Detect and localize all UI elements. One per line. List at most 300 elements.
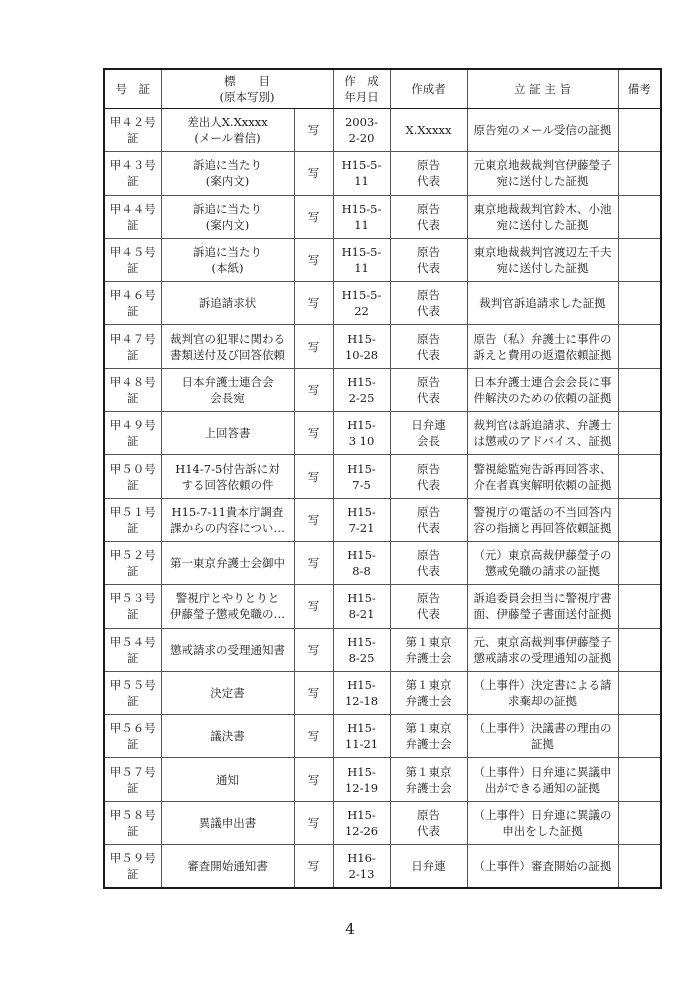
author-line2: 代表 (417, 304, 441, 319)
evidence-number (104, 541, 161, 584)
evidence-number-line2: 証 (127, 477, 139, 492)
proof-purpose-line2: 証拠 (531, 737, 555, 752)
copy-type: 写 (294, 541, 333, 584)
creation-date-line2: 12-19 (344, 780, 379, 795)
proof-purpose-line1: 東京地裁裁判官渡辺左千夫 (473, 245, 612, 260)
remarks (618, 801, 661, 844)
proof-purpose-line2: 宛に送付した証拠 (496, 217, 589, 232)
creation-date (333, 801, 390, 844)
remarks (618, 282, 661, 325)
table-row (104, 325, 661, 368)
evidence-title-line1: 懲戒請求の受理通知書 (170, 642, 285, 657)
copy-type: 写 (294, 758, 333, 801)
author-line1: 第１東京 (405, 721, 452, 736)
table-row (104, 195, 661, 238)
author-line1: 原告 (417, 461, 441, 476)
proof-purpose (467, 498, 618, 541)
author-line1: 日弁連 (411, 418, 446, 433)
table-row (104, 498, 661, 541)
evidence-title (161, 715, 294, 758)
evidence-title-line1: 訴追に当たり (193, 158, 262, 173)
creation-date-line1: H15- (347, 331, 376, 346)
copy-type: 写 (294, 801, 333, 844)
evidence-title-line2: 課からの内容につい… (170, 520, 285, 535)
evidence-title-line1: 訴追に当たり (193, 201, 262, 216)
proof-purpose-line2: 宛に送付した証拠 (496, 174, 589, 189)
author (390, 671, 467, 714)
author-line2: 代表 (417, 607, 441, 622)
copy-type: 写 (294, 238, 333, 281)
creation-date (333, 758, 390, 801)
creation-date-line2: 12-18 (344, 694, 379, 708)
evidence-title-line1: H14-7-5付告訴に対 (175, 461, 280, 476)
evidence-title-line1: 異議申出書 (198, 815, 257, 830)
copy-type: 写 (294, 412, 333, 455)
evidence-number-line1: 甲５２号 (109, 548, 156, 563)
remarks (618, 715, 661, 758)
evidence-number-line1: 甲５４号 (109, 634, 156, 649)
proof-purpose (467, 715, 618, 758)
author-line2: 弁護士会 (405, 737, 452, 752)
author (390, 455, 467, 498)
table-row (104, 671, 661, 714)
creation-date-line1: H15- (347, 721, 376, 736)
evidence-title (161, 628, 294, 671)
remarks (618, 628, 661, 671)
author-line2: 代表 (417, 217, 441, 232)
proof-purpose-line2: 申出をした証拠 (502, 823, 583, 838)
author (390, 195, 467, 238)
evidence-number-line2: 証 (127, 390, 139, 405)
evidence-title-line2: (本紙) (211, 261, 244, 276)
author-line1: 原告 (417, 201, 441, 216)
evidence-number (104, 628, 161, 671)
evidence-number-line1: 甲４９号 (109, 418, 156, 433)
evidence-number (104, 498, 161, 541)
evidence-number (104, 109, 161, 152)
header-remarks: 備考 (618, 69, 661, 109)
creation-date-line1: H15-5- (341, 158, 382, 173)
table-row (104, 238, 661, 281)
evidence-title-line1: 通知 (216, 772, 239, 787)
evidence-number (104, 758, 161, 801)
author (390, 801, 467, 844)
evidence-number-line2: 証 (127, 650, 139, 665)
creation-date (333, 109, 390, 152)
creation-date-line2: 2-25 (348, 390, 375, 405)
copy-type: 写 (294, 368, 333, 411)
table-row (104, 541, 661, 584)
proof-purpose (467, 671, 618, 714)
proof-purpose-line1: 警視庁の電話の不当回答内 (473, 504, 612, 519)
creation-date-line1: H15- (347, 461, 376, 476)
remarks (618, 238, 661, 281)
proof-purpose (467, 325, 618, 368)
creation-date (333, 325, 390, 368)
evidence-title-line2: する回答依頼の件 (181, 477, 274, 492)
header-author: 作成者 (390, 69, 467, 109)
copy-type: 写 (294, 845, 333, 889)
evidence-title (161, 325, 294, 368)
table-row (104, 628, 661, 671)
author-line1: 原告 (417, 288, 441, 303)
evidence-number (104, 585, 161, 628)
creation-date-line2: 11 (354, 217, 369, 232)
remarks (618, 325, 661, 368)
author-line2: 代表 (417, 477, 441, 492)
table-row (104, 585, 661, 628)
copy-type: 写 (294, 498, 333, 541)
proof-purpose-line2: 件解決のための依頼の証拠 (473, 390, 612, 405)
evidence-title-line1: 議決書 (210, 729, 245, 744)
evidence-title (161, 758, 294, 801)
author-line1: 日弁連 (411, 859, 446, 874)
evidence-number-line2: 証 (127, 131, 139, 146)
table-row (104, 152, 661, 195)
author-line2: 代表 (417, 520, 441, 535)
proof-purpose (467, 585, 618, 628)
table-row (104, 412, 661, 455)
author (390, 541, 467, 584)
copy-type: 写 (294, 455, 333, 498)
evidence-number-line1: 甲４４号 (109, 201, 156, 216)
creation-date-line2: 10-28 (344, 347, 379, 362)
creation-date-line2: 7-21 (348, 520, 375, 535)
creation-date (333, 715, 390, 758)
proof-purpose-line2: 出ができる通知の証拠 (485, 780, 601, 795)
evidence-number (104, 455, 161, 498)
evidence-number (104, 801, 161, 844)
author-line1: 第１東京 (405, 678, 452, 692)
proof-purpose-line2: 懲戒請求の受理通知の証拠 (473, 650, 612, 665)
evidence-title-line2: (案内文) (205, 174, 250, 189)
creation-date-line1: H15-5- (341, 201, 382, 216)
author-line2: 会長 (417, 434, 441, 449)
author-line2: 代表 (417, 390, 441, 405)
proof-purpose (467, 195, 618, 238)
evidence-number (104, 368, 161, 411)
proof-purpose (467, 282, 618, 325)
proof-purpose-line1: 元、東京高裁判事伊藤瑩子 (473, 634, 612, 649)
creation-date-line1: H15- (347, 418, 376, 433)
evidence-number (104, 195, 161, 238)
evidence-number (104, 152, 161, 195)
creation-date-line2: 2-20 (348, 131, 375, 146)
proof-purpose (467, 412, 618, 455)
creation-date-line1: H15- (347, 548, 376, 563)
remarks (618, 541, 661, 584)
copy-type: 写 (294, 671, 333, 714)
copy-type: 写 (294, 282, 333, 325)
proof-purpose-line1: 元東京地裁裁判官伊藤瑩子 (473, 158, 612, 173)
evidence-number-line2: 証 (127, 867, 139, 882)
evidence-number-line1: 甲５７号 (109, 764, 156, 779)
header-title-line2: (原本写別) (219, 90, 275, 104)
creation-date-line1: H15- (347, 807, 376, 822)
evidence-number-line2: 証 (127, 217, 139, 232)
author-line2: 弁護士会 (405, 694, 452, 708)
proof-purpose-line2: は懲戒のアドバイス、証拠 (473, 434, 612, 449)
author-line1: 原告 (417, 504, 441, 519)
proof-purpose-line1: 裁判官は訴追請求、弁護士 (473, 418, 612, 433)
creation-date-line2: 3 10 (348, 434, 375, 449)
header-date (333, 69, 390, 109)
proof-purpose (467, 455, 618, 498)
proof-purpose-line1: 東京地裁裁判官鈴木、小池 (473, 201, 612, 216)
author-line1: 原告 (417, 374, 441, 389)
remarks (618, 845, 661, 889)
proof-purpose-line2: 求棄却の証拠 (508, 694, 578, 708)
evidence-title (161, 152, 294, 195)
table-row (104, 109, 661, 152)
evidence-number-line1: 甲５０号 (109, 461, 156, 476)
author (390, 282, 467, 325)
author (390, 758, 467, 801)
evidence-title (161, 412, 294, 455)
header-date-line2: 年月日 (344, 90, 379, 104)
proof-purpose-line2: 介在者真実解明依頼の証拠 (473, 477, 612, 492)
evidence-number (104, 412, 161, 455)
author-line1: 第１東京 (405, 634, 452, 649)
table-row (104, 801, 661, 844)
creation-date-line2: 12-26 (344, 823, 379, 838)
evidence-number (104, 325, 161, 368)
proof-purpose-line1: （上事件）日弁連に異議申 (473, 764, 612, 779)
author-line1: 第１東京 (405, 764, 452, 779)
creation-date-line2: 8-25 (348, 650, 375, 665)
evidence-title (161, 541, 294, 584)
creation-date (333, 282, 390, 325)
evidence-title-line1: 裁判官の犯罪に関わる (170, 331, 285, 346)
author (390, 238, 467, 281)
evidence-number (104, 671, 161, 714)
creation-date-line1: H16- (347, 851, 376, 866)
author (390, 628, 467, 671)
evidence-title (161, 845, 294, 889)
creation-date-line1: H15- (347, 678, 376, 692)
proof-purpose-line1: （元）東京高裁伊藤瑩子の (473, 548, 612, 563)
proof-purpose (467, 845, 618, 889)
evidence-title-line1: 訴追に当たり (193, 245, 262, 260)
evidence-list-table (103, 68, 662, 889)
remarks (618, 368, 661, 411)
copy-type: 写 (294, 195, 333, 238)
proof-purpose-line2: 宛に送付した証拠 (496, 261, 589, 276)
proof-purpose-line1: 警視総監宛告訴再回答求、 (473, 461, 612, 476)
header-number: 号 証 (104, 69, 161, 109)
proof-purpose-line1: 原告宛のメール受信の証拠 (473, 123, 612, 138)
creation-date-line2: 7-5 (352, 477, 371, 492)
evidence-number-line1: 甲５３号 (109, 591, 156, 606)
evidence-title-line1: 日本弁護士連合会 (181, 374, 274, 389)
author-line2: 代表 (417, 174, 441, 189)
author-line2: 弁護士会 (405, 650, 452, 665)
evidence-number-line1: 甲５６号 (109, 721, 156, 736)
evidence-title (161, 109, 294, 152)
copy-type: 写 (294, 628, 333, 671)
evidence-title (161, 671, 294, 714)
author-line2: 代表 (417, 564, 441, 579)
evidence-number-line2: 証 (127, 304, 139, 319)
creation-date (333, 412, 390, 455)
creation-date-line1: H15-5- (341, 245, 382, 260)
author (390, 498, 467, 541)
remarks (618, 109, 661, 152)
creation-date-line2: 11 (354, 261, 369, 276)
table-row (104, 758, 661, 801)
remarks (618, 498, 661, 541)
author-line2: 代表 (417, 823, 441, 838)
creation-date (333, 628, 390, 671)
proof-purpose (467, 368, 618, 411)
evidence-title (161, 455, 294, 498)
evidence-number-line1: 甲５９号 (109, 851, 156, 866)
evidence-number (104, 238, 161, 281)
creation-date (333, 195, 390, 238)
creation-date-line2: 2-13 (348, 867, 375, 882)
creation-date-line1: 2003- (344, 115, 379, 130)
header-title (161, 69, 333, 109)
proof-purpose-line1: （上事件）決定書による請 (473, 678, 612, 692)
table-row (104, 368, 661, 411)
proof-purpose (467, 541, 618, 584)
remarks (618, 412, 661, 455)
evidence-title (161, 498, 294, 541)
evidence-title-line1: 上回答書 (204, 426, 251, 441)
evidence-number-line1: 甲４６号 (109, 288, 156, 303)
author (390, 412, 467, 455)
proof-purpose (467, 109, 618, 152)
creation-date (333, 498, 390, 541)
copy-type: 写 (294, 325, 333, 368)
creation-date (333, 671, 390, 714)
evidence-number-line1: 甲５８号 (109, 807, 156, 822)
creation-date-line1: H15- (347, 764, 376, 779)
author-line1: 原告 (417, 331, 441, 346)
evidence-title-line1: 審査開始通知書 (187, 859, 268, 874)
author-line1: 原告 (417, 807, 441, 822)
remarks (618, 152, 661, 195)
table-row (104, 282, 661, 325)
remarks (618, 758, 661, 801)
creation-date-line2: 22 (354, 304, 369, 319)
remarks (618, 195, 661, 238)
proof-purpose (467, 628, 618, 671)
proof-purpose-line2: 面、伊藤瑩子書面送付証拠 (473, 607, 612, 622)
remarks (618, 671, 661, 714)
evidence-number-line1: 甲４８号 (109, 374, 156, 389)
proof-purpose-line1: （上事件）審査開始の証拠 (473, 859, 612, 874)
evidence-title (161, 238, 294, 281)
evidence-number (104, 845, 161, 889)
evidence-number-line1: 甲４７号 (109, 331, 156, 346)
evidence-title-line2: 書類送付及び回答依頼 (170, 347, 285, 362)
evidence-title-line1: 決定書 (210, 686, 245, 700)
creation-date (333, 238, 390, 281)
evidence-title (161, 195, 294, 238)
evidence-title (161, 801, 294, 844)
author-line2: 代表 (417, 261, 441, 276)
proof-purpose (467, 238, 618, 281)
evidence-number-line2: 証 (127, 520, 139, 535)
author-line2: 弁護士会 (405, 780, 452, 795)
author-line1: 原告 (417, 591, 441, 606)
creation-date (333, 845, 390, 889)
author-line1: X.Xxxxx (405, 123, 452, 138)
evidence-number-line2: 証 (127, 174, 139, 189)
evidence-title-line2: (案内文) (205, 217, 250, 232)
evidence-number-line2: 証 (127, 347, 139, 362)
author-line1: 原告 (417, 158, 441, 173)
copy-type: 写 (294, 152, 333, 195)
proof-purpose-line1: 原告（私）弁護士に事件の (473, 331, 612, 346)
evidence-title (161, 368, 294, 411)
table-row (104, 455, 661, 498)
proof-purpose-line2: 懲戒免職の請求の証拠 (485, 564, 601, 579)
author (390, 585, 467, 628)
creation-date-line2: 8-8 (352, 564, 371, 579)
proof-purpose-line2: 訴えと費用の返還依頼証拠 (473, 347, 612, 362)
proof-purpose (467, 152, 618, 195)
author (390, 152, 467, 195)
author (390, 368, 467, 411)
evidence-number-line2: 証 (127, 823, 139, 838)
header-purpose: 立 証 主 旨 (467, 69, 618, 109)
creation-date (333, 455, 390, 498)
proof-purpose-line1: 裁判官訴追請求した証拠 (479, 296, 606, 311)
page-number: 4 (345, 920, 355, 938)
proof-purpose (467, 758, 618, 801)
creation-date-line1: H15- (347, 591, 376, 606)
table-row (104, 845, 661, 889)
evidence-number-line2: 証 (127, 780, 139, 795)
author-line2: 代表 (417, 347, 441, 362)
creation-date-line1: H15- (347, 504, 376, 519)
copy-type: 写 (294, 715, 333, 758)
evidence-title-line2: 伊藤瑩子懲戒免職の… (170, 607, 285, 622)
remarks (618, 455, 661, 498)
header-date-line1: 作 成 (344, 74, 379, 88)
evidence-title-line1: H15-7-11貴本庁調査 (171, 504, 284, 519)
evidence-title-line2: 会長宛 (210, 390, 245, 405)
author-line1: 原告 (417, 245, 441, 260)
evidence-number-line1: 甲４３号 (109, 158, 156, 173)
evidence-number-line2: 証 (127, 564, 139, 579)
evidence-number-line2: 証 (127, 607, 139, 622)
remarks (618, 585, 661, 628)
copy-type: 写 (294, 585, 333, 628)
table-header-row (104, 69, 661, 109)
proof-purpose-line1: 訴追委員会担当に警視庁書 (473, 591, 612, 606)
evidence-title-line1: 警視庁とやりとりと (175, 591, 280, 606)
header-title-line1: 標 目 (224, 74, 270, 88)
copy-type: 写 (294, 109, 333, 152)
creation-date-line1: H15- (347, 374, 376, 389)
evidence-number-line1: 甲５５号 (109, 678, 156, 692)
evidence-number-line2: 証 (127, 261, 139, 276)
proof-purpose (467, 801, 618, 844)
proof-purpose-line1: 日本弁護士連合会会長に事 (473, 374, 612, 389)
evidence-number (104, 282, 161, 325)
creation-date (333, 152, 390, 195)
evidence-number-line1: 甲４２号 (109, 115, 156, 130)
author (390, 325, 467, 368)
table-row (104, 715, 661, 758)
evidence-number-line1: 甲５１号 (109, 504, 156, 519)
evidence-title-line1: 訴追請求状 (198, 296, 257, 311)
creation-date-line2: 11-21 (344, 737, 379, 752)
proof-purpose-line2: 容の指摘と再回答依頼証拠 (473, 520, 612, 535)
